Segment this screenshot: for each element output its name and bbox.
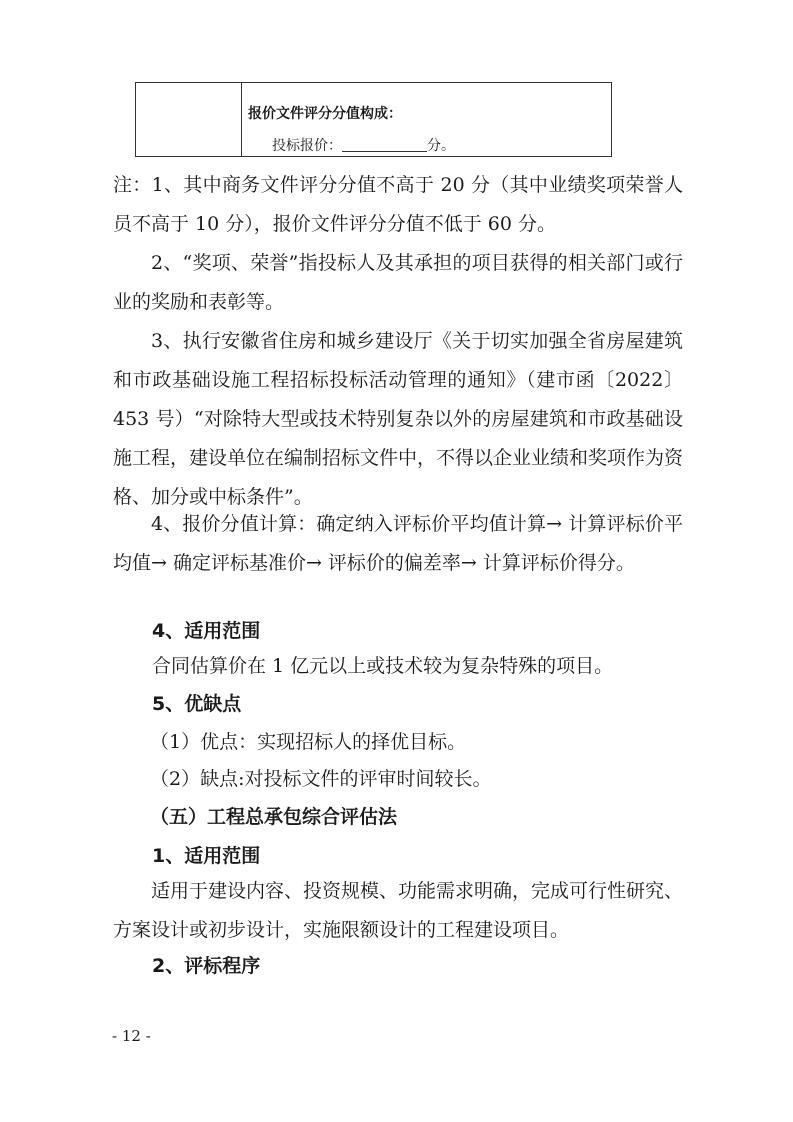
section-4-text: 合同估算价在 1 亿元以上或技术较为复杂特殊的项目。 [152, 655, 614, 677]
bid-price-blank [342, 137, 427, 152]
score-table [135, 82, 612, 157]
section-4-heading: 4、适用范围 [152, 620, 261, 642]
part-5-sub1-text: 适用于建设内容、投资规模、功能需求明确，完成可行性研究、方案设计或初步设计，实施限额设计的工程建设项目。 [113, 880, 684, 941]
bid-price-suffix: 分。 [427, 138, 455, 154]
part-5-heading: （五）工程总承包综合评估法 [150, 806, 398, 828]
note-3: 3、执行安徽省住房和城乡建设厅《关于切实加强全省房屋建筑和市政基础设施工程招标投标活动管理的通知》（建市函〔2022〕453 号）“对除特大型或技术特别复杂以外的房屋建筑和市政基础设施工程，建设单位在编制招标文件中，不得以企业业绩和奖项作为资格、加分或中标条件”。 [113, 330, 684, 508]
section-5-con: （2）缺点:对投标文件的评审时间较长。 [150, 768, 492, 790]
bid-price-label: 投标报价： [272, 138, 342, 154]
table-left-cell [136, 83, 242, 156]
note-4: 4、报价分值计算：确定纳入评标价平均值计算→ 计算评标价平均值→ 确定评标基准价→ 评标价的偏差率→ 计算评标价得分。 [113, 513, 683, 574]
page-number: - 12 - [112, 1027, 151, 1045]
note-2: 2、“奖项、荣誉”指投标人及其承担的项目获得的相关部门或行业的奖励和表彰等。 [113, 252, 683, 313]
table-right-cell [242, 83, 611, 156]
section-5-pro: （1）优点：实现招标人的择优目标。 [150, 731, 467, 753]
part-5-sub2-heading: 2、评标程序 [152, 955, 261, 977]
note-1: 注：1、其中商务文件评分分值不高于 20 分（其中业绩奖项荣誉人员不高于 10 分），报价文件评分分值不低于 60 分。 [113, 174, 683, 235]
part-5-sub1-heading: 1、适用范围 [152, 845, 261, 867]
section-5-heading: 5、优缺点 [152, 693, 242, 715]
table-line-bid-price [272, 135, 455, 155]
table-line-score-composition: 报价文件评分分值构成： [248, 106, 402, 122]
